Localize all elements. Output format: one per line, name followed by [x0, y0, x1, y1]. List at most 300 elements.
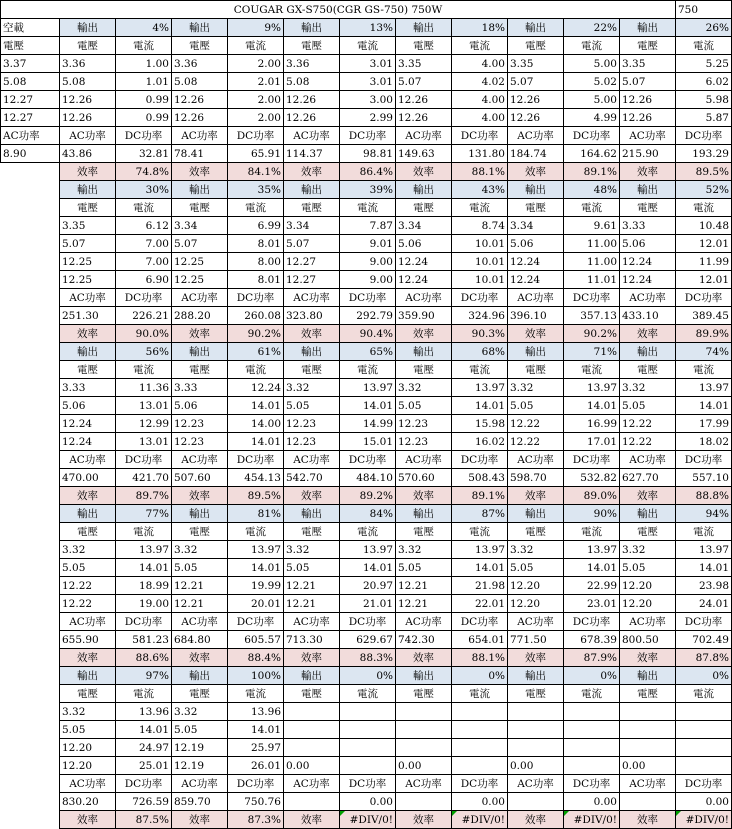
ac-power-label[interactable]: AC功率 — [284, 775, 340, 793]
current-value[interactable]: 17.99 — [676, 415, 732, 433]
current-header[interactable]: 電流 — [340, 361, 396, 379]
voltage-header[interactable]: 電壓 — [508, 199, 564, 217]
ac-power-label[interactable]: AC功率 — [60, 289, 116, 307]
voltage-value[interactable]: 3.34 — [172, 217, 228, 235]
ac-power-value[interactable] — [620, 793, 676, 811]
efficiency-label[interactable]: 效率 — [508, 811, 564, 829]
voltage-value[interactable]: 12.26 — [620, 91, 676, 109]
ac-power-value[interactable] — [396, 793, 452, 811]
voltage-header[interactable]: 電壓 — [60, 361, 116, 379]
current-value[interactable] — [452, 757, 508, 775]
voltage-value[interactable]: 5.08 — [172, 73, 228, 91]
blank-cell[interactable] — [1, 739, 60, 757]
voltage-value[interactable]: 3.35 — [508, 55, 564, 73]
current-value[interactable]: 21.01 — [340, 595, 396, 613]
dc-power-label[interactable]: DC功率 — [564, 127, 620, 145]
current-header[interactable]: 電流 — [564, 361, 620, 379]
voltage-value[interactable]: 12.20 — [508, 595, 564, 613]
dc-power-label[interactable]: DC功率 — [564, 451, 620, 469]
voltage-header[interactable]: 電壓 — [172, 523, 228, 541]
voltage-value[interactable]: 12.26 — [172, 91, 228, 109]
blank-cell[interactable] — [1, 487, 60, 505]
dc-power-label[interactable]: DC功率 — [340, 127, 396, 145]
ac-power-value[interactable]: 507.60 — [172, 469, 228, 487]
current-value[interactable]: 14.01 — [228, 397, 284, 415]
output-label[interactable]: 輸出 — [172, 181, 228, 199]
voltage-value[interactable] — [620, 703, 676, 721]
current-value[interactable]: 24.97 — [116, 739, 172, 757]
output-label[interactable]: 輸出 — [172, 505, 228, 523]
current-header[interactable]: 電流 — [676, 199, 732, 217]
output-label[interactable]: 輸出 — [60, 19, 116, 37]
voltage-value[interactable]: 3.34 — [396, 217, 452, 235]
ac-power-value[interactable]: 598.70 — [508, 469, 564, 487]
ac-power-value[interactable]: 396.10 — [508, 307, 564, 325]
ac-power-label[interactable]: AC功率 — [508, 289, 564, 307]
current-value[interactable] — [564, 721, 620, 739]
current-header[interactable]: 電流 — [116, 685, 172, 703]
load-percent[interactable]: 43% — [452, 181, 508, 199]
ac-power-value[interactable]: 570.60 — [396, 469, 452, 487]
current-value[interactable] — [676, 721, 732, 739]
load-percent[interactable]: 30% — [116, 181, 172, 199]
dc-power-label[interactable]: DC功率 — [116, 613, 172, 631]
dc-power-label[interactable]: DC功率 — [676, 613, 732, 631]
voltage-value[interactable]: 0.00 — [508, 757, 564, 775]
output-label[interactable]: 輸出 — [284, 19, 340, 37]
dc-power-label[interactable]: DC功率 — [564, 613, 620, 631]
efficiency-value[interactable]: 89.1% — [564, 163, 620, 181]
current-value[interactable]: 14.99 — [340, 415, 396, 433]
voltage-value[interactable]: 12.26 — [284, 91, 340, 109]
blank-cell[interactable] — [1, 793, 60, 811]
voltage-header[interactable]: 電壓 — [172, 37, 228, 55]
ac-power-value[interactable]: 684.80 — [172, 631, 228, 649]
current-value[interactable]: 6.12 — [116, 217, 172, 235]
voltage-value[interactable]: 12.20 — [508, 577, 564, 595]
blank-cell[interactable] — [1, 559, 60, 577]
voltage-value[interactable]: 3.35 — [620, 55, 676, 73]
ac-power-label[interactable]: AC功率 — [172, 775, 228, 793]
current-value[interactable]: 4.00 — [452, 55, 508, 73]
efficiency-value[interactable]: 90.2% — [564, 325, 620, 343]
blank-cell[interactable] — [1, 451, 60, 469]
voltage-header[interactable]: 電壓 — [284, 199, 340, 217]
current-value[interactable]: 24.01 — [676, 595, 732, 613]
dc-power-value[interactable]: 226.21 — [116, 307, 172, 325]
output-label[interactable]: 輸出 — [284, 667, 340, 685]
current-value[interactable]: 14.00 — [228, 415, 284, 433]
voltage-value[interactable]: 3.33 — [172, 379, 228, 397]
current-value[interactable] — [676, 757, 732, 775]
ac-power-label[interactable]: AC功率 — [396, 451, 452, 469]
current-value[interactable]: 10.01 — [452, 271, 508, 289]
voltage-value[interactable]: 12.19 — [172, 739, 228, 757]
voltage-header[interactable]: 電壓 — [396, 361, 452, 379]
output-label[interactable]: 輸出 — [620, 19, 676, 37]
voltage-value[interactable]: 5.05 — [396, 559, 452, 577]
current-value[interactable]: 19.00 — [116, 595, 172, 613]
output-label[interactable]: 輸出 — [508, 19, 564, 37]
current-value[interactable]: 25.97 — [228, 739, 284, 757]
ac-power-label[interactable]: AC功率 — [172, 613, 228, 631]
voltage-value[interactable]: 5.05 — [620, 559, 676, 577]
load-percent[interactable]: 94% — [676, 505, 732, 523]
blank-cell[interactable] — [1, 505, 60, 523]
efficiency-label[interactable]: 效率 — [60, 163, 116, 181]
voltage-value[interactable]: 5.07 — [172, 235, 228, 253]
voltage-value[interactable] — [620, 739, 676, 757]
output-label[interactable]: 輸出 — [172, 343, 228, 361]
blank-cell[interactable] — [1, 253, 60, 271]
output-label[interactable]: 輸出 — [172, 19, 228, 37]
dc-power-label[interactable]: DC功率 — [452, 451, 508, 469]
voltage-value[interactable]: 3.32 — [396, 379, 452, 397]
current-header[interactable]: 電流 — [228, 361, 284, 379]
efficiency-value[interactable]: 74.8% — [116, 163, 172, 181]
current-value[interactable]: 14.01 — [340, 559, 396, 577]
ac-power-label[interactable]: AC功率 — [396, 775, 452, 793]
efficiency-label[interactable]: 效率 — [396, 487, 452, 505]
current-value[interactable]: 18.99 — [116, 577, 172, 595]
ac-power-value[interactable] — [508, 793, 564, 811]
load-percent[interactable]: 77% — [116, 505, 172, 523]
current-value[interactable]: 10.01 — [452, 253, 508, 271]
voltage-value[interactable]: 3.32 — [508, 541, 564, 559]
voltage-header[interactable]: 電壓 — [396, 37, 452, 55]
voltage-value[interactable]: 12.21 — [396, 595, 452, 613]
load-percent[interactable]: 22% — [564, 19, 620, 37]
current-header[interactable]: 電流 — [564, 199, 620, 217]
load-percent[interactable]: 35% — [228, 181, 284, 199]
voltage-value[interactable]: 5.07 — [396, 73, 452, 91]
current-value[interactable]: 7.00 — [116, 235, 172, 253]
efficiency-label[interactable]: 效率 — [620, 325, 676, 343]
current-header[interactable]: 電流 — [676, 523, 732, 541]
ac-power-label[interactable]: AC功率 — [508, 613, 564, 631]
dc-power-label[interactable]: DC功率 — [228, 775, 284, 793]
voltage-value[interactable]: 3.32 — [60, 541, 116, 559]
dc-power-label[interactable]: DC功率 — [116, 451, 172, 469]
current-header[interactable]: 電流 — [116, 523, 172, 541]
current-value[interactable]: 13.97 — [676, 541, 732, 559]
output-label[interactable]: 輸出 — [620, 343, 676, 361]
dc-power-value[interactable]: 65.91 — [228, 145, 284, 163]
current-value[interactable]: 4.00 — [452, 91, 508, 109]
voltage-value[interactable]: 5.05 — [284, 397, 340, 415]
current-value[interactable]: 20.01 — [228, 595, 284, 613]
current-value[interactable] — [676, 739, 732, 757]
voltage-value[interactable] — [284, 703, 340, 721]
output-label[interactable]: 輸出 — [508, 505, 564, 523]
blank-cell[interactable] — [1, 361, 60, 379]
voltage-header[interactable]: 電壓 — [508, 523, 564, 541]
current-header[interactable]: 電流 — [452, 199, 508, 217]
voltage-header[interactable]: 電壓 — [396, 685, 452, 703]
current-value[interactable]: 4.02 — [452, 73, 508, 91]
voltage-header[interactable]: 電壓 — [620, 685, 676, 703]
load-percent[interactable]: 0% — [676, 667, 732, 685]
ac-power-label[interactable]: AC功率 — [620, 775, 676, 793]
efficiency-value[interactable]: 90.0% — [116, 325, 172, 343]
voltage-value[interactable]: 12.25 — [60, 271, 116, 289]
blank-cell[interactable] — [1, 307, 60, 325]
current-value[interactable]: 9.00 — [340, 271, 396, 289]
efficiency-label[interactable]: 效率 — [508, 487, 564, 505]
output-label[interactable]: 輸出 — [172, 667, 228, 685]
voltage-header[interactable]: 電壓 — [396, 523, 452, 541]
current-value[interactable]: 14.01 — [228, 559, 284, 577]
load-percent[interactable]: 71% — [564, 343, 620, 361]
output-label[interactable]: 輸出 — [396, 667, 452, 685]
current-value[interactable]: 15.01 — [340, 433, 396, 451]
idle-voltage-label[interactable]: 電壓 — [1, 37, 60, 55]
voltage-header[interactable]: 電壓 — [508, 361, 564, 379]
output-label[interactable]: 輸出 — [620, 505, 676, 523]
current-value[interactable]: 12.01 — [676, 271, 732, 289]
dc-power-label[interactable]: DC功率 — [676, 127, 732, 145]
voltage-value[interactable]: 12.23 — [396, 415, 452, 433]
current-value[interactable]: 11.36 — [116, 379, 172, 397]
dc-power-value[interactable]: 260.08 — [228, 307, 284, 325]
current-value[interactable]: 4.99 — [564, 109, 620, 127]
voltage-value[interactable]: 5.08 — [60, 73, 116, 91]
ac-power-label[interactable]: AC功率 — [172, 127, 228, 145]
voltage-value[interactable]: 12.27 — [284, 253, 340, 271]
dc-power-label[interactable]: DC功率 — [452, 127, 508, 145]
voltage-value[interactable]: 5.06 — [60, 397, 116, 415]
voltage-value[interactable]: 12.24 — [620, 253, 676, 271]
voltage-value[interactable]: 12.26 — [284, 109, 340, 127]
blank-cell[interactable] — [1, 433, 60, 451]
voltage-header[interactable]: 電壓 — [172, 685, 228, 703]
voltage-value[interactable]: 12.26 — [620, 109, 676, 127]
voltage-value[interactable]: 12.24 — [508, 253, 564, 271]
current-value[interactable]: 2.01 — [228, 73, 284, 91]
current-value[interactable]: 5.87 — [676, 109, 732, 127]
current-value[interactable]: 1.00 — [116, 55, 172, 73]
voltage-value[interactable]: 12.27 — [284, 271, 340, 289]
current-value[interactable] — [340, 703, 396, 721]
dc-power-value[interactable]: 726.59 — [116, 793, 172, 811]
efficiency-value[interactable]: 84.1% — [228, 163, 284, 181]
voltage-value[interactable]: 5.05 — [620, 397, 676, 415]
blank-cell[interactable] — [1, 721, 60, 739]
current-value[interactable]: 13.97 — [452, 379, 508, 397]
load-percent[interactable]: 4% — [116, 19, 172, 37]
dc-power-value[interactable]: 389.45 — [676, 307, 732, 325]
voltage-value[interactable]: 12.19 — [172, 757, 228, 775]
current-value[interactable]: 19.99 — [228, 577, 284, 595]
blank-cell[interactable] — [1, 199, 60, 217]
idle-voltage-value[interactable]: 12.27 — [1, 91, 60, 109]
voltage-value[interactable]: 12.26 — [508, 91, 564, 109]
blank-cell[interactable] — [1, 181, 60, 199]
dc-power-label[interactable]: DC功率 — [116, 289, 172, 307]
dc-power-label[interactable]: DC功率 — [564, 775, 620, 793]
current-value[interactable]: 14.01 — [676, 559, 732, 577]
voltage-value[interactable]: 5.05 — [172, 559, 228, 577]
current-header[interactable]: 電流 — [564, 685, 620, 703]
current-value[interactable]: 11.99 — [676, 253, 732, 271]
ac-power-value[interactable]: 542.70 — [284, 469, 340, 487]
current-value[interactable]: 26.01 — [228, 757, 284, 775]
ac-power-label[interactable]: AC功率 — [284, 289, 340, 307]
load-percent[interactable]: 0% — [564, 667, 620, 685]
current-value[interactable]: 13.01 — [116, 433, 172, 451]
idle-voltage-value[interactable]: 5.08 — [1, 73, 60, 91]
voltage-value[interactable]: 12.25 — [172, 271, 228, 289]
current-value[interactable]: 5.02 — [564, 73, 620, 91]
voltage-value[interactable] — [284, 721, 340, 739]
dc-power-label[interactable]: DC功率 — [340, 289, 396, 307]
current-value[interactable]: 25.01 — [116, 757, 172, 775]
dc-power-label[interactable]: DC功率 — [676, 451, 732, 469]
ac-power-value[interactable]: 215.90 — [620, 145, 676, 163]
ac-power-label[interactable]: AC功率 — [508, 451, 564, 469]
voltage-value[interactable]: 3.32 — [284, 379, 340, 397]
efficiency-value[interactable]: 89.5% — [676, 163, 732, 181]
voltage-value[interactable]: 12.26 — [60, 109, 116, 127]
ac-power-value[interactable]: 800.50 — [620, 631, 676, 649]
current-value[interactable]: 15.98 — [452, 415, 508, 433]
current-value[interactable]: 5.98 — [676, 91, 732, 109]
dc-power-value[interactable]: 357.13 — [564, 307, 620, 325]
dc-power-value[interactable]: 193.29 — [676, 145, 732, 163]
voltage-value[interactable]: 12.23 — [284, 415, 340, 433]
output-label[interactable]: 輸出 — [284, 343, 340, 361]
current-value[interactable]: 5.00 — [564, 91, 620, 109]
dc-power-value[interactable]: 654.01 — [452, 631, 508, 649]
voltage-header[interactable]: 電壓 — [620, 37, 676, 55]
current-value[interactable]: 13.97 — [452, 541, 508, 559]
sheet-title[interactable]: COUGAR GX-S750(CGR GS-750) 750W — [1, 1, 676, 19]
current-value[interactable]: 8.01 — [228, 235, 284, 253]
current-value[interactable]: 14.01 — [676, 397, 732, 415]
current-header[interactable]: 電流 — [340, 685, 396, 703]
voltage-value[interactable] — [508, 703, 564, 721]
current-value[interactable]: 13.96 — [116, 703, 172, 721]
voltage-value[interactable]: 12.21 — [172, 595, 228, 613]
current-header[interactable]: 電流 — [228, 685, 284, 703]
ac-power-label[interactable]: AC功率 — [284, 613, 340, 631]
dc-power-value[interactable]: 0.00 — [564, 793, 620, 811]
load-percent[interactable]: 68% — [452, 343, 508, 361]
dc-power-value[interactable]: 324.96 — [452, 307, 508, 325]
voltage-value[interactable]: 5.05 — [508, 397, 564, 415]
current-value[interactable]: 20.97 — [340, 577, 396, 595]
current-value[interactable]: 16.99 — [564, 415, 620, 433]
ac-power-value[interactable] — [284, 793, 340, 811]
load-percent[interactable]: 52% — [676, 181, 732, 199]
load-percent[interactable]: 81% — [228, 505, 284, 523]
voltage-header[interactable]: 電壓 — [60, 685, 116, 703]
current-value[interactable]: 14.01 — [564, 397, 620, 415]
blank-cell[interactable] — [1, 469, 60, 487]
ac-power-label[interactable]: AC功率 — [60, 775, 116, 793]
dc-power-label[interactable]: DC功率 — [452, 289, 508, 307]
efficiency-label[interactable]: 效率 — [396, 325, 452, 343]
current-value[interactable]: 13.97 — [228, 541, 284, 559]
current-value[interactable]: 8.01 — [228, 271, 284, 289]
ac-power-label[interactable]: AC功率 — [620, 127, 676, 145]
efficiency-value[interactable]: 87.3% — [228, 811, 284, 829]
voltage-value[interactable]: 12.23 — [396, 433, 452, 451]
current-value[interactable] — [564, 703, 620, 721]
current-header[interactable]: 電流 — [452, 37, 508, 55]
voltage-value[interactable]: 0.00 — [284, 757, 340, 775]
current-value[interactable]: 2.00 — [228, 55, 284, 73]
voltage-header[interactable]: 電壓 — [172, 361, 228, 379]
output-label[interactable]: 輸出 — [508, 343, 564, 361]
voltage-value[interactable]: 3.36 — [172, 55, 228, 73]
efficiency-value[interactable]: 90.4% — [340, 325, 396, 343]
current-header[interactable]: 電流 — [228, 199, 284, 217]
load-percent[interactable]: 13% — [340, 19, 396, 37]
output-label[interactable]: 輸出 — [60, 343, 116, 361]
dc-power-value[interactable]: 0.00 — [452, 793, 508, 811]
blank-cell[interactable] — [1, 325, 60, 343]
current-header[interactable]: 電流 — [228, 523, 284, 541]
voltage-header[interactable]: 電壓 — [508, 37, 564, 55]
voltage-value[interactable]: 12.22 — [60, 577, 116, 595]
efficiency-value[interactable]: 88.4% — [228, 649, 284, 667]
ac-power-value[interactable]: 470.00 — [60, 469, 116, 487]
load-percent[interactable]: 56% — [116, 343, 172, 361]
current-header[interactable]: 電流 — [676, 361, 732, 379]
current-value[interactable]: 6.90 — [116, 271, 172, 289]
voltage-header[interactable]: 電壓 — [284, 361, 340, 379]
voltage-header[interactable]: 電壓 — [284, 523, 340, 541]
dc-power-label[interactable]: DC功率 — [228, 451, 284, 469]
efficiency-label[interactable]: 效率 — [396, 649, 452, 667]
load-percent[interactable]: 84% — [340, 505, 396, 523]
load-percent[interactable]: 39% — [340, 181, 396, 199]
voltage-value[interactable]: 5.07 — [60, 235, 116, 253]
current-value[interactable]: 1.01 — [116, 73, 172, 91]
voltage-value[interactable]: 12.24 — [60, 433, 116, 451]
current-value[interactable]: 18.02 — [676, 433, 732, 451]
voltage-header[interactable]: 電壓 — [60, 37, 116, 55]
dc-power-value[interactable]: 484.10 — [340, 469, 396, 487]
current-value[interactable]: 13.01 — [116, 397, 172, 415]
voltage-value[interactable]: 12.21 — [172, 577, 228, 595]
voltage-value[interactable]: 12.22 — [508, 433, 564, 451]
voltage-value[interactable]: 5.05 — [396, 397, 452, 415]
current-value[interactable]: 4.00 — [452, 109, 508, 127]
current-value[interactable]: 12.99 — [116, 415, 172, 433]
current-value[interactable]: 8.00 — [228, 253, 284, 271]
blank-cell[interactable] — [1, 631, 60, 649]
blank-cell[interactable] — [1, 775, 60, 793]
current-value[interactable]: 13.97 — [340, 379, 396, 397]
voltage-value[interactable]: 12.21 — [284, 595, 340, 613]
ac-power-label[interactable]: AC功率 — [620, 613, 676, 631]
output-label[interactable]: 輸出 — [396, 19, 452, 37]
ac-power-label[interactable]: AC功率 — [60, 127, 116, 145]
current-value[interactable] — [564, 757, 620, 775]
efficiency-label[interactable]: 效率 — [508, 163, 564, 181]
current-value[interactable]: 9.00 — [340, 253, 396, 271]
current-value[interactable]: 13.97 — [564, 379, 620, 397]
efficiency-value[interactable]: 90.3% — [452, 325, 508, 343]
efficiency-value[interactable]: 90.2% — [228, 325, 284, 343]
wattage-cell[interactable]: 750 — [676, 1, 732, 19]
current-value[interactable]: 11.01 — [564, 271, 620, 289]
voltage-value[interactable]: 5.05 — [284, 559, 340, 577]
current-header[interactable]: 電流 — [340, 199, 396, 217]
blank-cell[interactable] — [1, 703, 60, 721]
